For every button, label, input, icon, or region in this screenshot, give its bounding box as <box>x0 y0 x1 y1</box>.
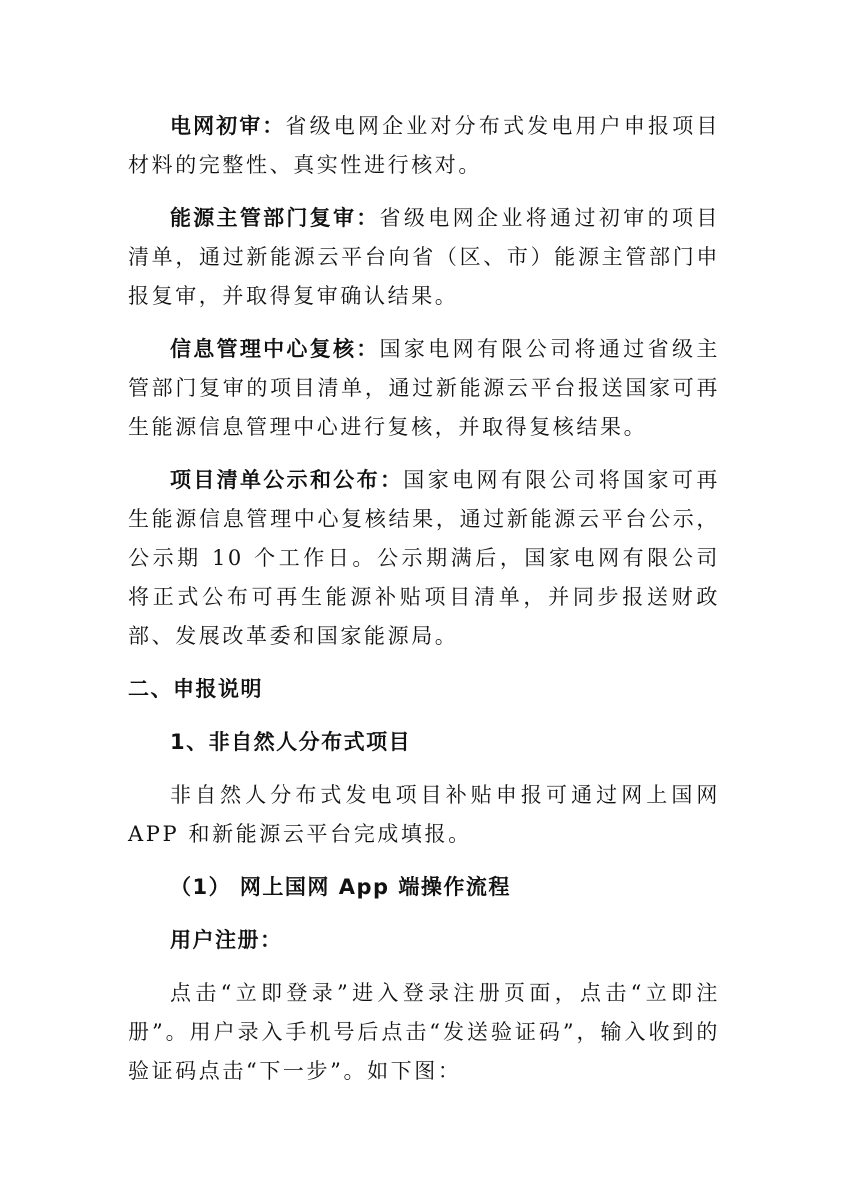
paragraph-text: 省级电网企业将通过初审的项目清单，通过新能源云平台向省（区、市）能源主管部门申报复审，并取得复审确认结果。 <box>128 206 720 308</box>
paragraph-lead: 项目清单公示和公布： <box>170 468 404 492</box>
paragraph-publication <box>128 461 720 656</box>
subsection-heading: 1、非自然人分布式项目 <box>170 730 412 754</box>
register-heading: 用户注册： <box>170 928 283 952</box>
paragraph-lead: 信息管理中心复核： <box>170 337 380 361</box>
paragraph-energy-dept-review <box>128 199 720 316</box>
paragraph-grid-initial-review <box>128 107 720 185</box>
register-paragraph: 点击“立即登录”进入登录注册页面，点击“立即注册”。用户录入手机号后点击“发送验证码”，输入收到的验证码点击“下一步”。如下图： <box>128 981 720 1083</box>
paragraph-text: 省级电网企业对分布式发电用户申报项目材料的完整性、真实性进行核对。 <box>128 114 720 177</box>
section-heading: 二、申报说明 <box>128 677 263 701</box>
paragraph-info-center-check <box>128 330 720 447</box>
step-heading: （1） 网上国网 App 端操作流程 <box>170 875 511 899</box>
paragraph-text: 国家电网有限公司将国家可再生能源信息管理中心复核结果，通过新能源云平台公示，公示期 10 个工作日。公示期满后，国家电网有限公司将正式公布可再生能源补贴项目清单，并同步报送财政部、发展改革委和国家能源局。 <box>128 468 721 648</box>
paragraph-lead: 电网初审： <box>170 114 286 138</box>
paragraph-text: 国家电网有限公司将通过省级主管部门复审的项目清单，通过新能源云平台报送国家可再生能源信息管理中心进行复核，并取得复核结果。 <box>128 337 720 439</box>
paragraph-lead: 能源主管部门复审： <box>170 206 380 230</box>
subsection-paragraph: 非自然人分布式发电项目补贴申报可通过网上国网 APP 和新能源云平台完成填报。 <box>128 783 720 846</box>
